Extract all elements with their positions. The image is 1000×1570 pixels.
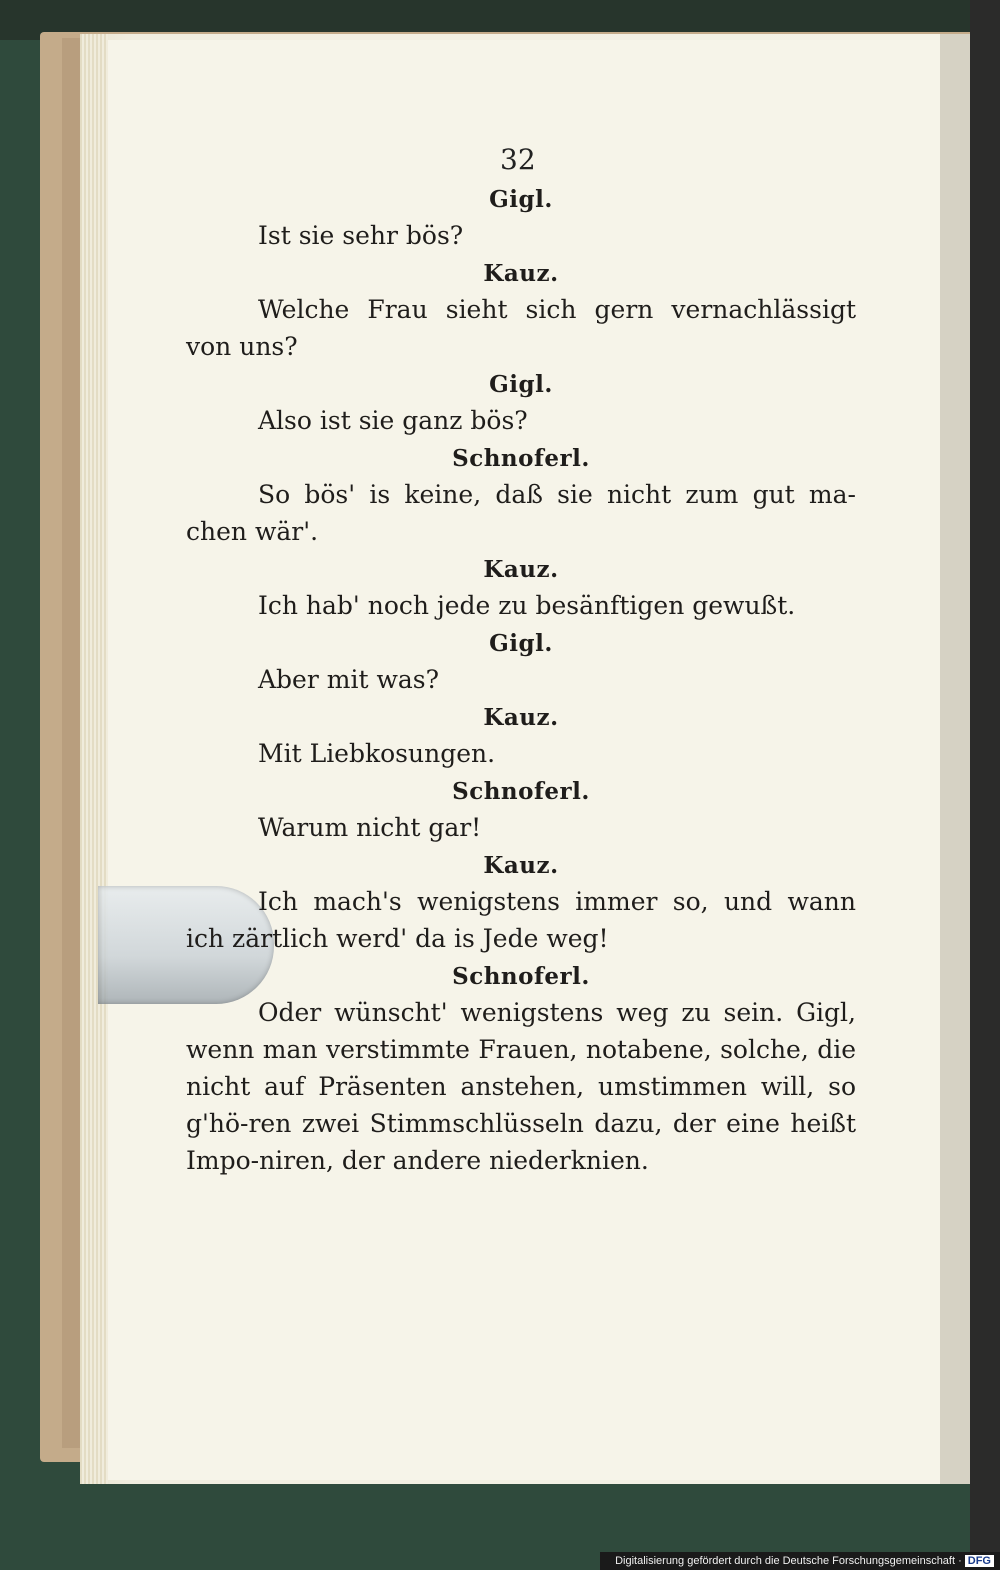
dfg-logo: DFG — [965, 1555, 994, 1567]
speaker-name: Kauz. — [483, 260, 559, 287]
dialogue-line: Mit Liebkosungen. — [258, 739, 496, 768]
speaker-name: Schnoferl. — [452, 445, 590, 472]
dialogue-line: Ist sie sehr bös? — [258, 221, 464, 250]
dialogue-line: Oder wünscht' wenigstens weg zu sein. Gigl, wenn man verstimmte Frauen, notabene, solche, die nicht auf Präsenten anstehen, umstimmen will, so g'hö-ren zwei Stimmschlüsseln dazu, der eine heißt Impo-niren, der andere niederknien. — [186, 998, 856, 1175]
speaker-name: Kauz. — [483, 852, 559, 879]
dialogue-line: Aber mit was? — [258, 665, 439, 694]
page-text — [186, 140, 856, 1185]
speaker-name: Kauz. — [483, 704, 559, 731]
scan-border — [970, 0, 1000, 1570]
dialogue-line: So bös' is keine, daß sie nicht zum gut ma-chen wär'. — [186, 480, 856, 546]
speaker-name: Gigl. — [489, 371, 553, 398]
speaker-name: Schnoferl. — [452, 963, 590, 990]
page-fore-edge — [940, 34, 970, 1484]
dialogue-line: Welche Frau sieht sich gern vernachlässigt von uns? — [186, 295, 856, 361]
dialogue-line: Ich mach's wenigstens immer so, und wann ich zärtlich werd' da is Jede weg! — [186, 887, 856, 953]
dialogue-line: Ich hab' noch jede zu besänftigen gewußt. — [258, 591, 796, 620]
digitization-credit — [600, 1552, 1000, 1570]
credit-text: Digitalisierung gefördert durch die Deutsche Forschungsgemeinschaft · — [615, 1555, 962, 1567]
speaker-name: Kauz. — [483, 556, 559, 583]
speaker-name: Gigl. — [489, 186, 553, 213]
page-number: 32 — [500, 143, 536, 176]
dialogue-line: Warum nicht gar! — [258, 813, 482, 842]
speaker-name: Schnoferl. — [452, 778, 590, 805]
speaker-name: Gigl. — [489, 630, 553, 657]
dialogue-line: Also ist sie ganz bös? — [258, 406, 528, 435]
